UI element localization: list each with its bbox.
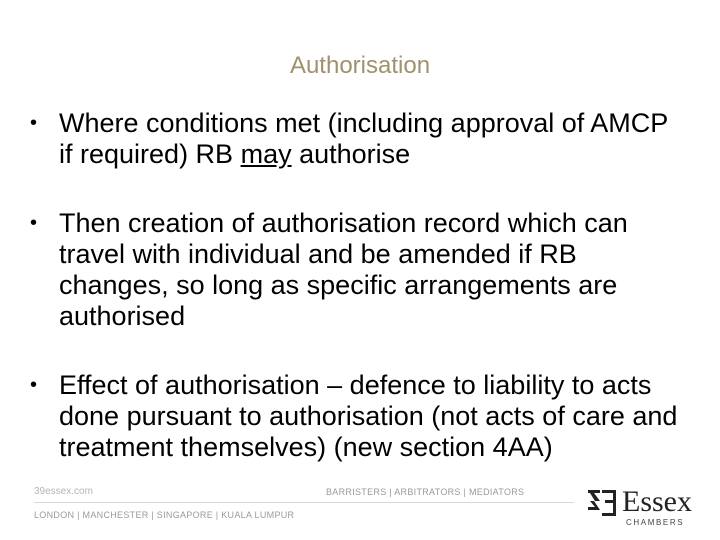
bullet-text [59, 108, 684, 170]
logo-mark-text: 39 [600, 516, 604, 520]
bullet-text: Effect of authorisation – defence to liability to acts done pursuant to authorisation (not acts of care and treatment themselves) (new section 4AA) [59, 370, 678, 462]
footer-divider [34, 502, 574, 503]
bullet-marker: • [30, 374, 38, 396]
bullet-text-after: authorise [291, 139, 411, 169]
slide-title: Authorisation [289, 52, 431, 79]
logo-subtitle: CHAMBERS [626, 518, 685, 527]
footer-services: BARRISTERS | ARBITRATORS | MEDIATORS [326, 487, 525, 497]
footer-locations: LONDON | MANCHESTER | SINGAPORE | KUALA LUMPUR [34, 510, 295, 520]
bullet-marker: • [30, 112, 38, 134]
footer [0, 480, 720, 540]
bullet-text-emphasis: may [240, 139, 292, 169]
essex-chambers-logo [586, 486, 696, 530]
logo-mark-icon [586, 486, 618, 520]
footer-website[interactable]: 39essex.com [34, 486, 93, 497]
bullet-text-before: Where conditions met (including approval of AMCP if required) RB [59, 108, 668, 169]
logo-wordmark: Essex [622, 485, 692, 518]
bullet-marker: • [30, 212, 38, 234]
bullet-text: Then creation of authorisation record which can travel with individual and be amended if RB changes, so long as specific arrangements are authorised [59, 208, 628, 331]
